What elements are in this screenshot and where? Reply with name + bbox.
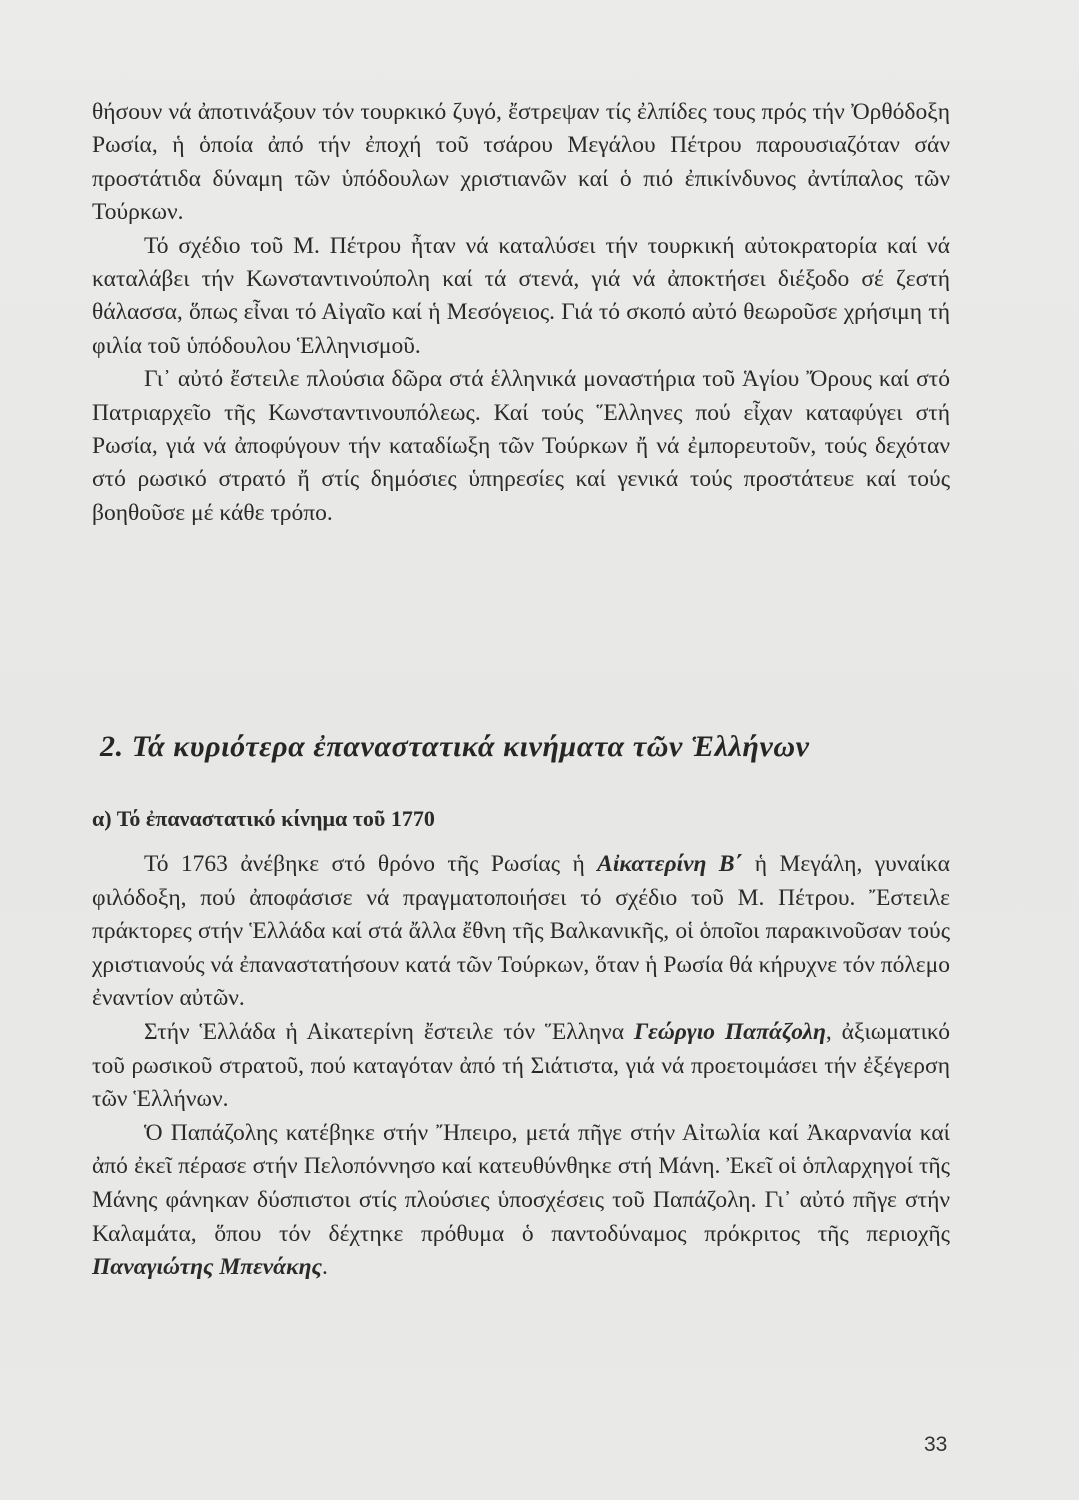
- paragraph-2: Τό σχέδιο τοῦ Μ. Πέτρου ἦταν νά καταλύσει τήν τουρκική αὐτοκρατορία καί νά καταλάβει τήν Κωνσταντινούπολη καί τά στενά, γιά νά ἀποκτήσει διέξοδο σέ ζεστή θάλασσα, ὅπως εἶναι τό Αἰγαῖο καί ἡ Μεσόγειος. Γιά τό σκοπό αὐτό θεωροῦσε χρήσιμη τή φιλία τοῦ ὑπόδουλου Ἑλληνισμοῦ.: [92, 232, 950, 359]
- paragraph-4: [92, 848, 950, 1016]
- name-benakis: Παναγιώτης Μπενάκης: [92, 1254, 322, 1281]
- page-number: 33: [924, 1433, 948, 1456]
- section-heading: 2. Τά κυριότερα ἐπαναστατικά κινήματα τῶν Ἑλλήνων: [100, 730, 810, 763]
- name-aikaterini: Αἰκατερίνη Β΄: [597, 851, 743, 877]
- name-papazolis: Γεώργιο Παπάζολη: [633, 1018, 826, 1045]
- paragraph-4-start: Τό 1763 ἀνέβηκε στό θρόνο τῆς Ρωσίας ἡ: [144, 851, 598, 877]
- paragraph-1: θήσουν νά ἀποτινάξουν τόν τουρκικό ζυγό, ἔστρεψαν τίς ἐλπίδες τους πρός τήν Ὀρθόδοξη Ρωσία, ἡ ὁποία ἀπό τήν ἐποχή τοῦ τσάρου Μεγάλου Πέτρου παρουσιαζόταν σάν προστάτιδα δύναμη τῶν ὑπόδουλων χριστιανῶν καί ὁ πιό ἐπικίνδυνος ἀντίπαλος τῶν Τούρκων.: [92, 99, 950, 226]
- paragraph-3: Γι᾽ αὐτό ἔστειλε πλούσια δῶρα στά ἑλληνικά μοναστήρια τοῦ Ἁγίου Ὄρους καί στό Πατριαρχεῖο τῆς Κωνσταντινουπόλεως. Καί τούς Ἕλληνες πού εἶχαν καταφύγει στή Ρωσία, γιά νά ἀποφύγουν τήν καταδίωξη τῶν Τούρκων ἤ νά ἐμπορευτοῦν, τούς δεχόταν στό ρωσικό στρατό ἤ στίς δημόσιες ὑπηρεσίες καί γενικά τούς προστάτευε καί τούς βοηθοῦσε μέ κάθε τρόπο.: [92, 366, 950, 526]
- section-text: [92, 848, 950, 1285]
- intro-text: [92, 96, 950, 530]
- subsection-heading: α) Τό ἐπαναστατικό κίνημα τοῦ 1770: [92, 806, 435, 831]
- paragraph-4-end: ἡ Μεγάλη, γυναίκα φιλόδοξη, πού ἀποφάσισε νά πραγματοποιήσει τό σχέδιο τοῦ Μ. Πέτρου. Ἔστειλε πράκτορες στήν Ἑλλάδα καί στά ἄλλα ἔθνη τῆς Βαλκανικῆς, οἱ ὁποῖοι παρακινοῦσαν τούς χριστιανούς νά ἐπαναστατήσουν κατά τῶν Τούρκων, ὅταν ἡ Ρωσία θά κήρυχνε τόν πόλεμο ἐναντίον αὐτῶν.: [92, 851, 950, 1012]
- paragraph-5-end: , ἀξιωματικό τοῦ ρωσικοῦ στρατοῦ, πού καταγόταν ἀπό τή Σιάτιστα, γιά νά προετοιμάσει τήν ἐξέγερση τῶν Ἑλλήνων.: [92, 1018, 950, 1113]
- paragraph-6-start: Ὁ Παπάζολης κατέβηκε στήν Ἤπειρο, μετά πῆγε στήν Αἰτωλία καί Ἀκαρνανία καί ἀπό ἐκεῖ πέρασε στήν Πελοπόννησο καί κατευθύνθηκε στή Μάνη. Ἐκεῖ οἱ ὁπλαρχηγοί τῆς Μάνης φάνηκαν δύσπιστοι στίς πλούσιες ὑποσχέσεις τοῦ Παπάζολη. Γι᾽ αὐτό πῆγε στήν Καλαμάτα, ὅπου τόν δέχτηκε πρόθυμα ὁ παντοδύναμος πρόκριτος τῆς περιοχῆς: [92, 1119, 950, 1247]
- paragraph-6-end: .: [321, 1254, 328, 1281]
- paragraph-5-start: Στήν Ἑλλάδα ἡ Αἰκατερίνη ἔστειλε τόν Ἕλληνα: [144, 1018, 634, 1045]
- paragraph-5: [92, 1016, 950, 1117]
- paragraph-6: [92, 1117, 950, 1285]
